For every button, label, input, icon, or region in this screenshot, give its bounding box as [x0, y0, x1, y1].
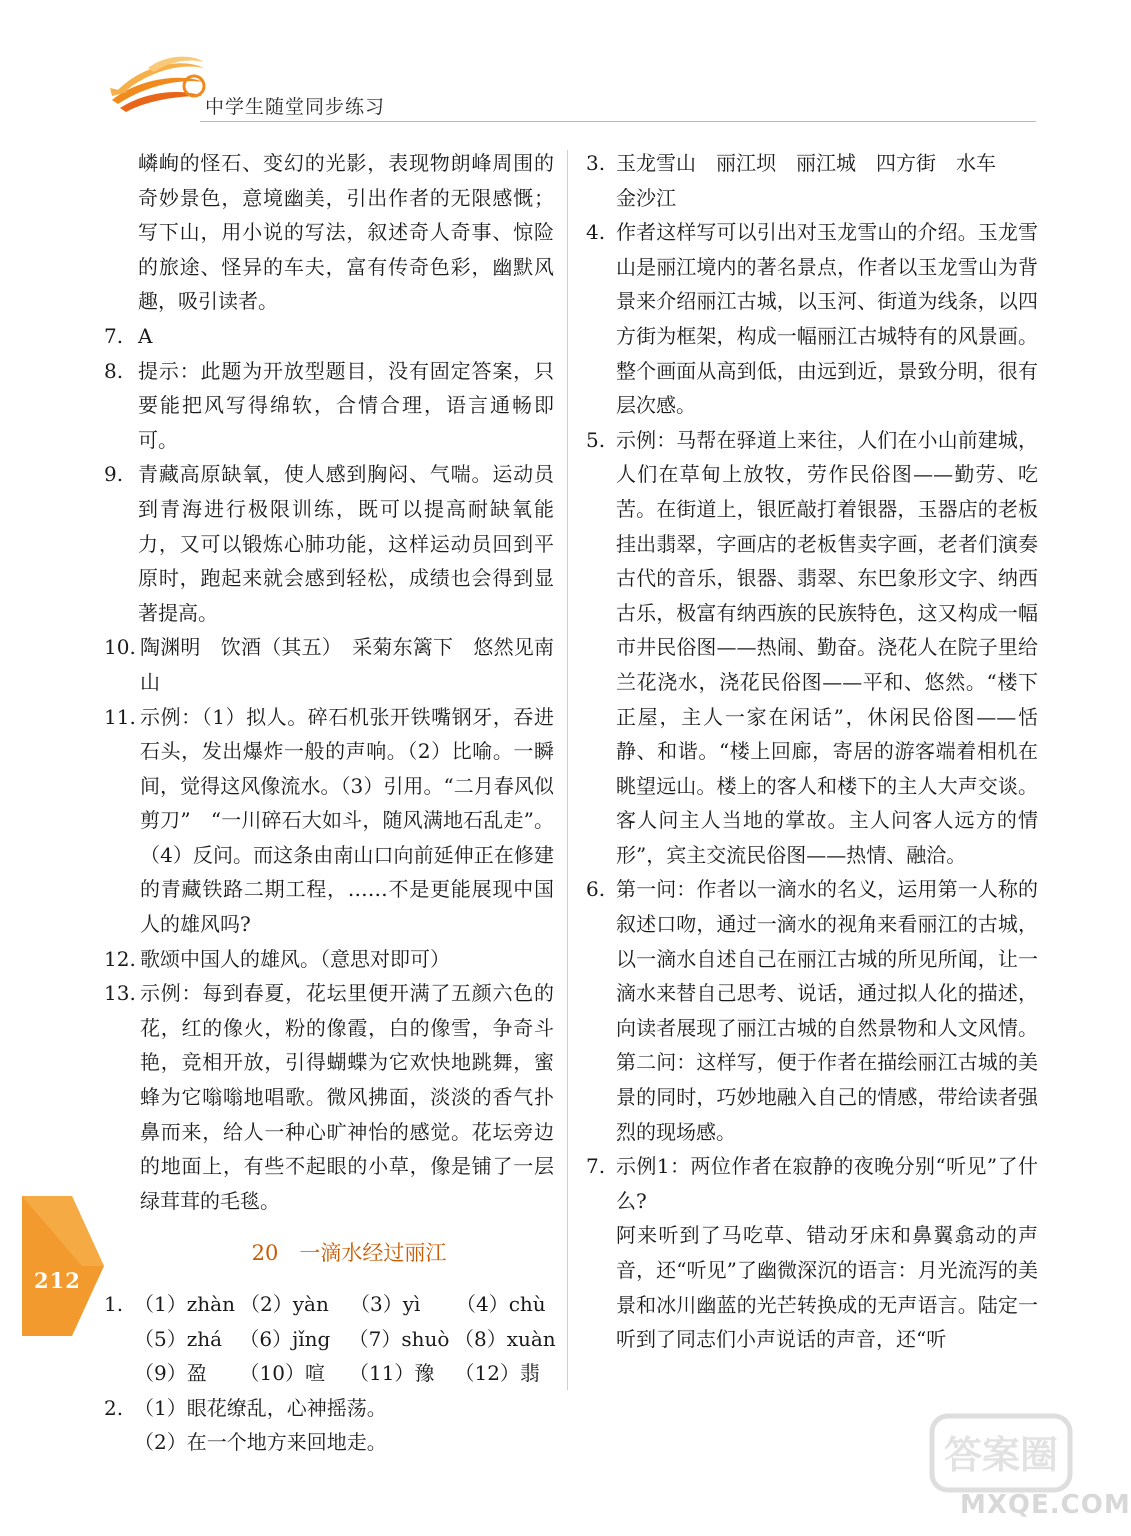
pinyin-row-1 [134, 1287, 554, 1322]
answer-item-9 [104, 457, 554, 630]
answer-item-8 [104, 354, 554, 458]
item-number: 11. [104, 704, 136, 729]
item-number: 4. [586, 220, 606, 245]
header-rule [200, 121, 1036, 122]
item-text: （2）在一个地方来回地走。 [134, 1430, 387, 1455]
section-title: 20 一滴水经过丽江 [251, 1241, 447, 1266]
column-divider [567, 150, 568, 1390]
pinyin-cell: （10）喧 [239, 1361, 325, 1386]
pinyin-cell: （5）zhá [134, 1326, 223, 1351]
item-text: 示例：（1）拟人。碎石机张开铁嘴钢牙，吞进石头，发出爆炸一般的声响。（2）比喻。一瞬间，觉得这风像流水。（3）引用。“二月春风似剪刀” “一川碎石大如斗，随风满地石乱走”。（4）反问。而这条由南山口向前延伸正在修建的青藏铁路二期工程，……不是更能展现中国人的雄风吗? [140, 704, 554, 937]
item-number: 7. [104, 323, 124, 348]
item-text: A [138, 323, 153, 348]
page-tab-shape [22, 1196, 104, 1336]
answer-item-5 [586, 423, 1038, 873]
item-number: 7. [586, 1154, 606, 1179]
item-number: 5. [586, 427, 606, 452]
left-column [104, 146, 554, 1460]
item-text: 阿来听到了马吃草、错动牙床和鼻翼翕动的声音，还“听见”了幽微深沉的语言：月光流泻的美景和冰川幽蓝的光芒转换成的无声语言。陆定一听到了同志们小声说话的声音，还“听 [616, 1223, 1038, 1352]
header-title: 中学生随堂同步练习 [205, 96, 386, 118]
pinyin-cell: （3）yì [350, 1292, 421, 1316]
answer-item-7 [104, 319, 554, 354]
answer-item-11 [104, 700, 554, 942]
answer-item-6 [586, 872, 1038, 1149]
pinyin-cell: （8）xuàn [454, 1326, 556, 1351]
answer-item-13 [104, 976, 554, 1218]
pinyin-cell: （1）zhàn [134, 1292, 235, 1316]
item-text: 青藏高原缺氧，使人感到胸闷、气喘。运动员到青海进行极限训练，既可以提高耐缺氧能力，又可以锻炼心肺功能，这样运动员回到平原时，跑起来就会感到轻松，成绩也会得到显著提高。 [138, 462, 554, 625]
item-number: 6. [586, 877, 606, 902]
right-column [586, 146, 1038, 1357]
page-number: 212 [34, 1268, 81, 1293]
pinyin-cell: （11）豫 [348, 1361, 435, 1386]
item-number: 13. [104, 981, 136, 1006]
item-number: 12. [104, 946, 136, 971]
item-text: 示例：马帮在驿道上来往，人们在小山前建城，人们在草甸上放牧，劳作民俗图——勤劳、吃苦。在街道上，银匠敲打着银器，玉器店的老板挂出翡翠，字画店的老板售卖字画，老者们演奏古代的音乐，银器、翡翠、东巴象形文字、纳西古乐，极富有纳西族的民族特色，这又构成一幅市井民俗图——热闹、勤奋。浇花人在院子里给兰花浇水，浇花民俗图——平和、悠然。“楼下正屋，主人一家在闲话”，休闲民俗图——恬静、和谐。“楼上回廊，寄居的游客端着相机在眺望远山。楼上的客人和楼下的主人大声交谈。客人问主人当地的掌故。主人问客人远方的情形”，宾主交流民俗图——热情、融洽。 [616, 427, 1038, 867]
answer-item-4 [586, 215, 1038, 423]
answer-item-2 [104, 1391, 554, 1426]
item-number: 9. [104, 462, 124, 487]
item-text: 提示：此题为开放型题目，没有固定答案，只要能把风写得绵软，合情合理，语言通畅即可。 [138, 358, 554, 452]
item-number: 10. [104, 635, 136, 660]
item-number: 2. [104, 1395, 124, 1420]
pinyin-cell: （12）翡 [454, 1361, 540, 1386]
item-text: 作者这样写可以引出对玉龙雪山的介绍。玉龙雪山是丽江境内的著名景点，作者以玉龙雪山为背景来介绍丽江古城，以玉河、街道为线条，以四方街为框架，构成一幅丽江古城特有的风景画。整个画面从高到低，由远到近，景致分明，很有层次感。 [616, 220, 1038, 418]
pinyin-row-3 [104, 1356, 554, 1391]
pinyin-cell: （2）yàn [240, 1292, 329, 1316]
item-number: 8. [104, 358, 124, 383]
item-number: 3. [586, 151, 606, 175]
swoosh-logo-icon [108, 48, 208, 118]
pinyin-cell: （7）shuò [348, 1326, 450, 1351]
pinyin-row-2 [104, 1322, 554, 1357]
item-text: 示例1：两位作者在寂静的夜晚分别“听见”了什么? [616, 1154, 1038, 1213]
answer-item-12 [104, 942, 554, 977]
item-text: 示例：每到春夏，花坛里便开满了五颜六色的花，红的像火，粉的像霞，白的像雪，争奇斗艳，竞相开放，引得蝴蝶为它欢快地跳舞，蜜蜂为它嗡嗡地唱歌。微风拂面，淡淡的香气扑鼻而来，给人一种心旷神怡的感觉。花坛旁边的地面上，有些不起眼的小草，像是铺了一层绿茸茸的毛毯。 [140, 981, 554, 1213]
item-text: 第一问：作者以一滴水的名义，运用第一人称的叙述口吻，通过一滴水的视角来看丽江的古城，以一滴水自述自己在丽江古城的所见所闻，让一滴水来替自己思考、说话，通过拟人化的描述，向读者展现了丽江古城的自然景物和人文风情。第二问：这样写，便于作者在描绘丽江古城的美景的同时，巧妙地融入自己的情感，带给读者强烈的现场感。 [616, 877, 1038, 1144]
answer-item-3 [586, 146, 1038, 181]
answer-continuation: 嶙峋的怪石、变幻的光影，表现物朗峰周围的奇妙景色，意境幽美，引出作者的无限感慨；写下山，用小说的写法，叙述奇人奇事、惊险的旅途、怪异的车夫，富有传奇色彩，幽默风趣，吸引读者。 [138, 151, 554, 314]
pinyin-cell: （9）盈 [134, 1361, 207, 1386]
answer-item-7-right [586, 1149, 1038, 1218]
watermark-top-text: 答案圈 [943, 1433, 1059, 1477]
pinyin-cell: （4）chù [456, 1292, 546, 1316]
item-text: （1）眼花缭乱，心神摇荡。 [134, 1395, 387, 1420]
item-text: 金沙江 [616, 185, 676, 210]
item-text: 陶渊明 饮酒（其五） 采菊东篱下 悠然见南山 [140, 635, 554, 694]
pinyin-cell: （6）jǐng [239, 1326, 331, 1351]
answer-item-pinyin [104, 1287, 554, 1322]
watermark-url: MXQE.COM [960, 1490, 1131, 1520]
item-text: 玉龙雪山 丽江坝 丽江城 四方街 水车 [616, 151, 996, 175]
item-number: 1. [104, 1292, 124, 1316]
item-text: 歌颂中国人的雄风。（意思对即可） [140, 946, 450, 971]
answer-item-10 [104, 630, 554, 699]
